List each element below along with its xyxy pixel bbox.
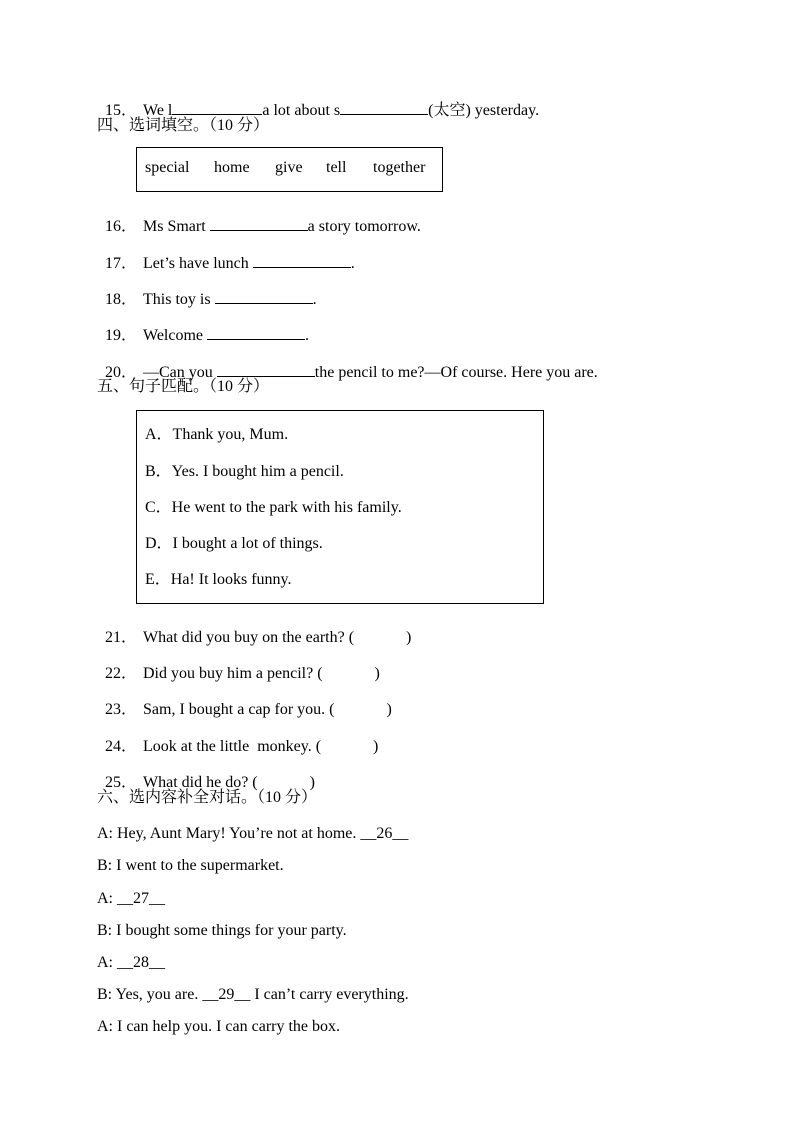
question-21 [97, 608, 411, 648]
question-text: the pencil to me?—Of course. Here you are. [314, 364, 598, 381]
question-19 [97, 305, 309, 346]
word-bank-item: give [275, 159, 303, 176]
question-number: 17． [105, 255, 138, 272]
option-c: C．He went to the park with his family. [145, 499, 402, 516]
question-text: a lot about s [262, 102, 341, 119]
question-text: Did you buy him a pencil? ( [143, 665, 323, 682]
question-text: What did you buy on the earth? ( [143, 629, 355, 646]
question-number: 24． [105, 738, 138, 755]
option-d: D．I bought a lot of things. [145, 535, 323, 552]
question-text: What did he do? ( [143, 774, 258, 791]
answer-blank[interactable] [210, 216, 308, 231]
section-heading: 六、选内容补全对话。（10 分） [97, 789, 318, 806]
question-23 [97, 680, 392, 720]
question-17 [97, 233, 355, 274]
question-number: 18． [105, 291, 138, 308]
question-text: . [350, 255, 355, 272]
answer-blank[interactable] [172, 100, 262, 115]
question-18 [97, 269, 317, 310]
question-text: ) [374, 665, 380, 682]
question-text: Ms Smart [143, 218, 210, 235]
section-heading: 四、选词填空。（10 分） [97, 117, 270, 134]
question-text: We l [143, 102, 173, 119]
question-text: a story tomorrow. [307, 218, 421, 235]
dialogue-line: A: I can help you. I can carry the box. [97, 1018, 341, 1035]
answer-blank[interactable] [340, 100, 428, 115]
word-bank-item: home [214, 159, 250, 176]
question-text: ) [373, 738, 379, 755]
option-e: E．Ha! It looks funny. [145, 571, 292, 588]
question-text: This toy is [143, 291, 215, 308]
question-22 [97, 644, 380, 684]
dialogue-line: A: Hey, Aunt Mary! You’re not at home. __26__ [97, 825, 409, 842]
question-number: 20． [105, 364, 138, 381]
question-number: 23． [105, 701, 138, 718]
word-bank-item: tell [326, 159, 347, 176]
option-b: B．Yes. I bought him a pencil. [145, 463, 344, 480]
section-heading: 五、句子匹配。（10 分） [97, 378, 270, 395]
question-text: Welcome [143, 327, 208, 344]
question-text: ) [386, 701, 392, 718]
dialogue-line: B: Yes, you are. __29__ I can’t carry everything. [97, 986, 409, 1003]
question-text: ) [406, 629, 412, 646]
question-text: Sam, I bought a cap for you. ( [143, 701, 335, 718]
answer-blank[interactable] [253, 253, 351, 268]
word-bank-item: special [145, 159, 190, 176]
question-text: —Can you [143, 364, 217, 381]
answer-blank[interactable] [215, 289, 313, 304]
answer-blank[interactable] [207, 325, 305, 340]
word-bank-box [136, 147, 443, 192]
question-15 [97, 80, 539, 121]
dialogue-line: B: I went to the supermarket. [97, 857, 284, 874]
options-box [136, 410, 544, 604]
question-text: ) [309, 774, 315, 791]
question-number: 15． [105, 102, 138, 119]
question-text: (太空) yesterday. [428, 102, 540, 119]
question-25 [97, 753, 315, 793]
dialogue-line: A: __28__ [97, 954, 165, 971]
question-number: 21． [105, 629, 138, 646]
question-number: 25． [105, 774, 138, 791]
dialogue-line: A: __27__ [97, 890, 165, 907]
question-text: Let’s have lunch [143, 255, 253, 272]
question-text: Look at the little monkey. ( [143, 738, 322, 755]
answer-blank[interactable] [217, 362, 315, 377]
question-number: 19． [105, 327, 138, 344]
question-number: 22． [105, 665, 138, 682]
question-text: . [312, 291, 317, 308]
question-16 [97, 196, 421, 237]
word-bank-item: together [373, 159, 426, 176]
question-number: 16． [105, 218, 138, 235]
dialogue-line: B: I bought some things for your party. [97, 922, 347, 939]
question-24 [97, 717, 378, 757]
question-text: . [305, 327, 310, 344]
option-a: A．Thank you, Mum. [145, 426, 289, 443]
